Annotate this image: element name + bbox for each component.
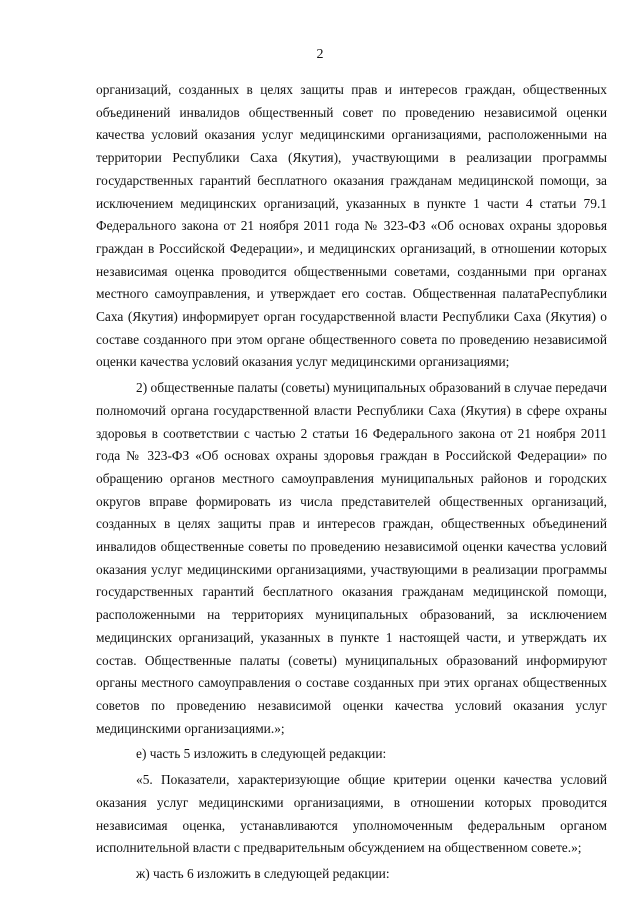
paragraph-item-2: 2) общественные палаты (советы) муниципальных образований в случае передачи полномочий органа государственной власти Республики Саха (Якутия) в сфере охраны здоровья в соответствии с частью 2 статьи 16 Федерального закона от 21 ноября 2011 года № 323-ФЗ «Об основах охраны здоровья граждан в Российской Федерации» по обращению органов местного самоуправления муниципальных районов и городских округов вправе формировать из числа представителей общественных организаций, созданных в целях защиты прав и интересов граждан, общественных объединений инвалидов общественные советы по проведению независимой оценки качества условий оказания услуг медицинскими организациями, участвующими в реализации программы государственных гарантий бесплатного оказания гражданам медицинской помощи, расположенными на территориях муниципальных образований, за исключением медицинских организаций, указанных в пункте 1 настоящей части, и утверждать их состав. Общественные палаты (советы) муниципальных образований информируют органы местного самоуправления о составе созданных при этих органах общественных советов по проведению независимой оценки качества условий оказания услуг медицинскими организациями.»;	[96, 380, 607, 736]
paragraph-item-zh: ж) часть 6 изложить в следующей редакции:	[136, 865, 390, 881]
document-body	[96, 79, 607, 889]
paragraph-part-5-text: «5. Показатели, характеризующие общие критерии оценки качества условий оказания услуг медицинскими организациями, в отношении которых проводится независимая оценка, устанавливаются уполномоченным федеральным органом исполнительной власти с предварительным обсуждением на общественном совете.»;	[96, 772, 607, 856]
page-number: 2	[316, 47, 324, 62]
paragraph-item-e: е) часть 5 изложить в следующей редакции:	[136, 746, 387, 762]
paragraph-continuation: организаций, созданных в целях защиты прав и интересов граждан, общественных объединений инвалидов общественный совет по проведению независимой оценки качества условий оказания услуг медицинскими организациями, расположенными на территории Республики Саха (Якутия), участвующими в реализации программы государственных гарантий бесплатного оказания гражданам медицинской помощи, за исключением медицинских организаций, указанных в пункте 1 части 4 статьи 79.1 Федерального закона от 21 ноября 2011 года № 323-ФЗ «Об основах охраны здоровья граждан в Российской Федерации», и медицинских организаций, в отношении которых независимая оценка проводится общественными советами, созданными при органах местного самоуправления, и утверждает его состав. Общественная палатаРеспублики Саха (Якутия) информирует орган государственной власти Республики Саха (Якутия) о составе созданного при этом органе общественного совета по проведению независимой оценки качества условий оказания услуг медицинскими организациями;	[96, 82, 607, 370]
